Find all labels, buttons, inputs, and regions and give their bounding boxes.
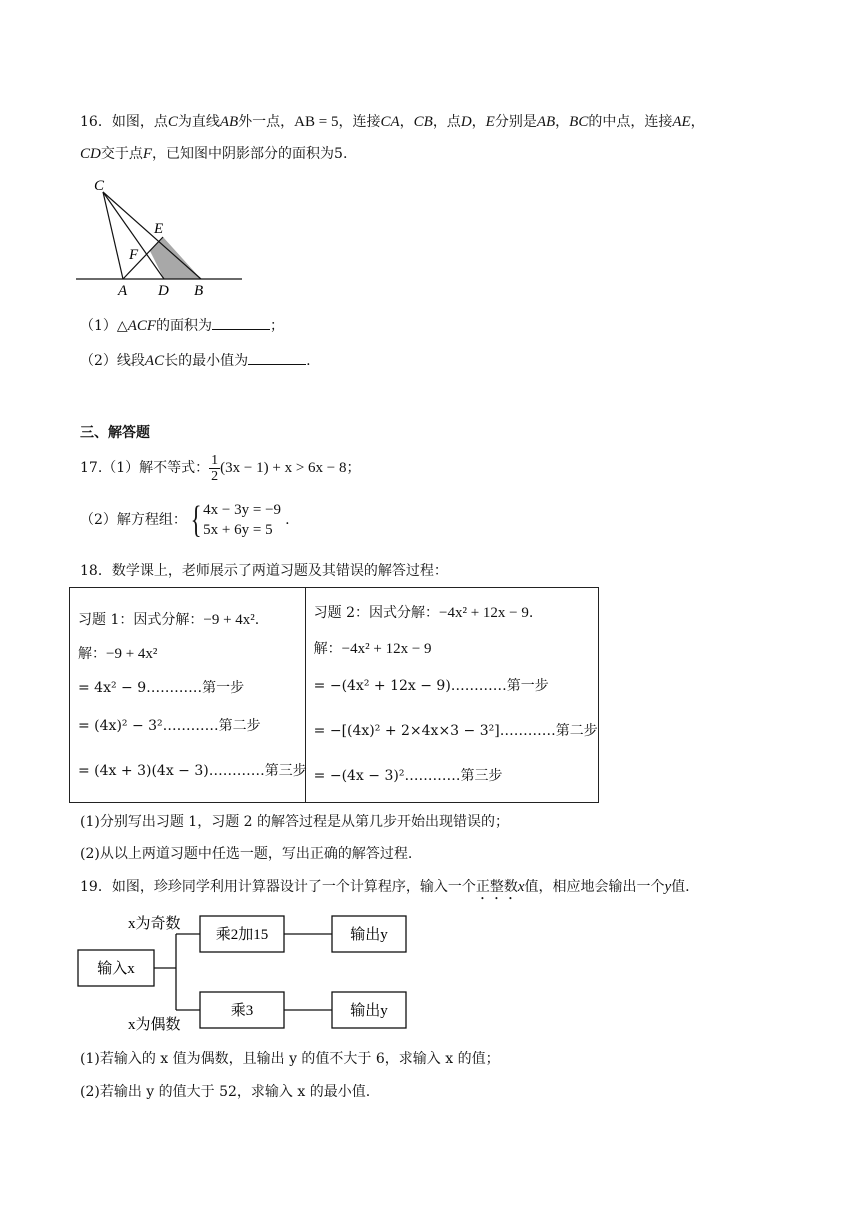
fraction-one-half: $\frac{1}{2}$ <box>211 452 219 484</box>
exercise-2-step3: = −(4x − 3)²…………第三步 <box>313 768 503 784</box>
q16-line1: 16．如图，点C为直线AB外一点，AB = 5，连接CA，CB，点D，E分别是AB，BC的中点，连接AE， <box>80 114 705 130</box>
exercise-1-cell <box>70 588 306 803</box>
answer-blank-1[interactable] <box>212 315 270 330</box>
system-brace: { <box>190 499 202 541</box>
exercise-2-solution: 解：−4x² + 12x − 9 <box>313 641 432 657</box>
odd-operation-label: 乘2加15 <box>215 927 269 943</box>
even-operation-label: 乘3 <box>230 1003 254 1019</box>
label-a: A <box>118 283 128 298</box>
label-f: F <box>129 247 139 263</box>
label-e: E <box>154 221 164 237</box>
q19-sub2: (2)若输出 y 的值大于 52，求输入 x 的最小值. <box>80 1084 371 1100</box>
segment-ca <box>103 192 123 279</box>
q19-sub1: (1)若输入的 x 值为偶数，且输出 y 的值不大于 6，求输入 x 的值； <box>80 1051 500 1067</box>
q16-sub2: （2）线段AC长的最小值为 . <box>80 350 311 371</box>
q18-sub1: (1)分别写出习题 1，习题 2 的解答过程是从第几步开始出现错误的； <box>80 814 509 830</box>
exercise-1-step2: = (4x)² − 3²…………第二步 <box>78 718 261 734</box>
q18-intro: 18．数学课上，老师展示了两道习题及其错误的解答过程： <box>80 563 448 579</box>
q18-sub2: (2)从以上两道习题中任选一题，写出正确的解答过程. <box>80 846 413 862</box>
q19-flowchart <box>76 906 416 1034</box>
answer-blank-2[interactable] <box>248 350 306 365</box>
exercise-1-step3: = (4x + 3)(4x − 3)…………第三步 <box>78 763 307 779</box>
odd-branch-label: x为奇数 <box>128 916 181 932</box>
q17-part2: （2）解方程组： { 4x − 3y = −9 5x + 6y = 5 . <box>80 499 290 541</box>
q16-sub1: （1）△ACF的面积为 ； <box>80 315 284 336</box>
exercise-1-solution: 解：−9 + 4x² <box>78 646 158 662</box>
exercise-1-step1: = 4x² − 9…………第一步 <box>78 680 245 696</box>
error-solutions-table <box>69 587 599 803</box>
q16-line2: CD交于点F，已知图中阴影部分的面积为5. <box>80 146 348 162</box>
exercise-2-step1: = −(4x² + 12x − 9)…………第一步 <box>313 678 549 694</box>
input-box-label: 输入x <box>97 961 135 977</box>
label-c: C <box>94 178 105 194</box>
even-branch-label: x为偶数 <box>128 1017 181 1033</box>
emphasis-positive-integer: 正整数 <box>475 879 518 895</box>
q16-triangle-figure <box>76 176 246 298</box>
label-b: B <box>194 283 204 298</box>
label-d: D <box>158 283 169 298</box>
output-top-label: 输出y <box>350 927 388 943</box>
output-bottom-label: 输出y <box>350 1003 388 1019</box>
segment-cb <box>103 192 201 279</box>
exercise-2-step2: = −[(4x)² + 2×4x×3 − 3²]…………第二步 <box>313 723 598 739</box>
exercise-2-title: 习题 2：因式分解：−4x² + 12x − 9. <box>313 605 534 621</box>
section-heading: 三、解答题 <box>80 425 150 441</box>
exercise-2-cell <box>305 588 598 803</box>
q17-part1: 17.（1）解不等式： $\frac{1}{2}$ (3x − 1) + x > 6x − 8 ； <box>80 452 361 484</box>
exercise-1-title: 习题 1：因式分解：−9 + 4x². <box>78 612 260 628</box>
q19-intro: 19．如图，珍珍同学利用计算器设计了一个计算程序，输入一个正整数x值，相应地会输出一个y值. <box>80 879 690 895</box>
